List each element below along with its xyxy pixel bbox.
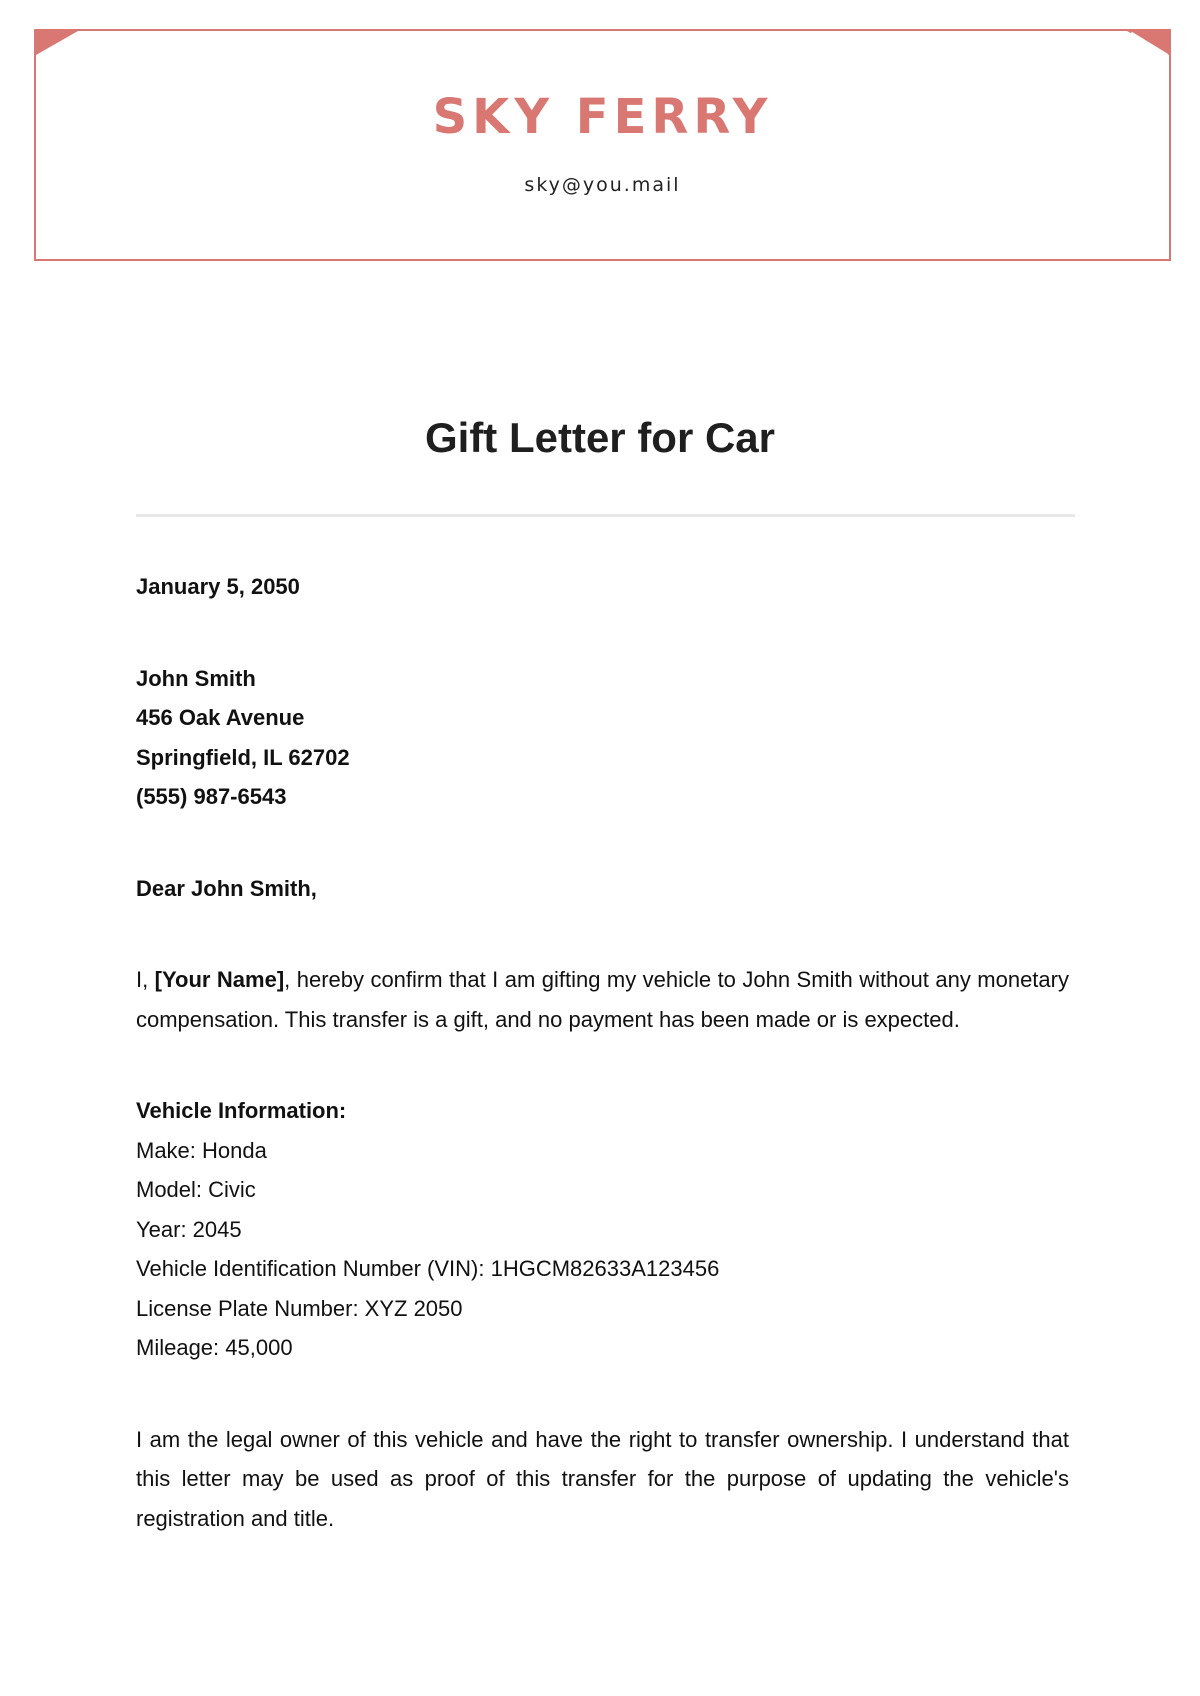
spacer (136, 1039, 1069, 1091)
spacer (136, 607, 1069, 659)
vehicle-make: Make: Honda (136, 1137, 267, 1163)
name-placeholder: [Your Name] (154, 967, 285, 992)
recipient-city: Springfield, IL 62702 (136, 744, 350, 770)
corner-ornament-right (1127, 31, 1169, 57)
recipient-block (136, 659, 1069, 817)
vehicle-model: Model: Civic (136, 1177, 256, 1202)
salutation: Dear John Smith, (136, 875, 317, 901)
letterhead (34, 29, 1171, 261)
sender-email: sky@you.mail (524, 174, 681, 196)
letter-body (136, 567, 1069, 1538)
ownership-paragraph: I am the legal owner of this vehicle and have the right to transfer ownership. I understand that this letter may be used as proof of this transfer for the purpose of updating the vehicle's registration and title. (136, 1426, 1069, 1531)
vehicle-mileage: Mileage: 45,000 (136, 1335, 293, 1360)
spacer (136, 908, 1069, 960)
title-divider (136, 514, 1075, 517)
letter-date: January 5, 2050 (136, 574, 300, 599)
intro-text: , hereby confirm that I am gifting my vehicle to John Smith without any monetary compensation. This transfer is a gift, and no payment has been made or is expected. (136, 967, 1069, 1032)
intro-prefix: I, (136, 967, 155, 992)
recipient-name: John Smith (136, 665, 256, 691)
spacer (136, 817, 1069, 869)
sender-name: SKY FERRY (432, 89, 773, 145)
document-title: Gift Letter for Car (424, 414, 776, 461)
vehicle-plate: License Plate Number: XYZ 2050 (136, 1295, 463, 1321)
recipient-street: 456 Oak Avenue (136, 705, 305, 730)
corner-ornament-left (36, 31, 78, 57)
vehicle-year: Year: 2045 (136, 1216, 242, 1242)
spacer (136, 1368, 1069, 1420)
vehicle-heading: Vehicle Information: (136, 1098, 347, 1123)
recipient-phone: (555) 987-6543 (136, 784, 287, 809)
vehicle-info (136, 1091, 1069, 1368)
vehicle-vin: Vehicle Identification Number (VIN): 1HGCM82633A123456 (136, 1256, 720, 1281)
intro-paragraph (136, 960, 1069, 1039)
